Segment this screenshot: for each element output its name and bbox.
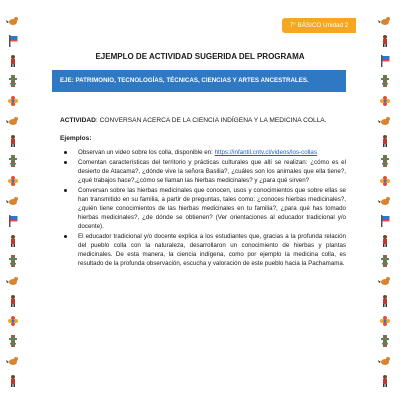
bullet-icon — [64, 235, 67, 238]
figure-icon — [6, 54, 20, 68]
flag-icon — [378, 214, 392, 228]
example-text: El educador tradicional y/o docente explica a los estudiantes que, gracias a la profunda relación del pueblo colla con la naturaleza, desarrollaron un conocimiento de hierbas y plantas medicinales. De esta manera, la ciencia indígena, como por ejemplo la medicina colla, es resultado de la profunda observación, escucha y valoración de este pueblo hacia la Pachamama. — [78, 233, 346, 267]
flag-icon — [6, 34, 20, 48]
bird-icon — [6, 274, 20, 288]
figure-icon — [6, 234, 20, 248]
example-text: Observan un video sobre los colla, disponible en: — [78, 149, 215, 156]
activity-label: ACTIVIDAD — [60, 117, 96, 124]
bird-icon — [6, 114, 20, 128]
bird-icon — [6, 14, 20, 28]
totem-icon — [378, 254, 392, 268]
activity-line — [60, 116, 350, 125]
flower-icon — [378, 174, 392, 188]
eje-banner: EJE: PATRIMONIO, TECNOLOGÍAS, TÉCNICAS, CIENCIAS Y ARTES ANCESTRALES. — [52, 70, 346, 92]
bird-icon — [6, 354, 20, 368]
totem-icon — [378, 74, 392, 88]
right-border-decoration — [378, 14, 394, 400]
figure-icon — [378, 134, 392, 148]
video-link[interactable]: https://infantil.cntv.cl/videos/los-collas — [214, 149, 317, 156]
list-item — [56, 148, 346, 157]
bird-icon — [378, 354, 392, 368]
totem-icon — [6, 74, 20, 88]
figure-icon — [6, 134, 20, 148]
flower-icon — [6, 174, 20, 188]
totem-icon — [378, 154, 392, 168]
grade-unit-tab: 7° BÁSICO Unidad 2 — [282, 18, 356, 33]
left-border-decoration — [6, 14, 22, 400]
activity-text: : CONVERSAN ACERCA DE LA CIENCIA INDÍGENA Y LA MEDICINA COLLA. — [95, 117, 327, 124]
flag-icon — [6, 214, 20, 228]
bird-icon — [378, 194, 392, 208]
totem-icon — [6, 154, 20, 168]
examples-list — [56, 148, 346, 269]
bullet-icon — [64, 151, 67, 154]
example-text: Conversan sobre las hierbas medicinales que conocen, usos y conocimientos que sobre ellas se han transmitido en su familia, a partir de preguntas, tales como: ¿conoces hierbas medicinales?,¿quién tiene conocimientos de las hierbas medicinales en tu familia?, ¿para qué has tomado hierbas medicinales?, ¿de dónde se obtienen? (Ver orientaciones al educador tradicional y/o docente). — [78, 187, 346, 230]
list-item — [56, 186, 346, 231]
flower-icon — [378, 94, 392, 108]
bird-icon — [6, 194, 20, 208]
figure-icon — [378, 374, 392, 388]
figure-icon — [6, 294, 20, 308]
totem-icon — [6, 254, 20, 268]
bullet-icon — [64, 161, 67, 164]
list-item — [56, 158, 346, 185]
flower-icon — [6, 314, 20, 328]
flag-icon — [378, 54, 392, 68]
document-title: EJEMPLO DE ACTIVIDAD SUGERIDA DEL PROGRAMA — [95, 52, 305, 61]
figure-icon — [6, 374, 20, 388]
list-item — [56, 232, 346, 268]
flower-icon — [378, 314, 392, 328]
totem-icon — [378, 334, 392, 348]
figure-icon — [378, 234, 392, 248]
example-text: Comentan características del territorio y prácticas culturales que allí se realizan: ¿cómo es el desierto de Atacama?, ¿dónde vive la señora Basilia?, ¿cuáles son los animales que ella tiene?, ¿qué trabajos hace?,¿cómo se llaman las hierbas medicinales? y ¿para qué sirven? — [78, 159, 346, 184]
bird-icon — [378, 114, 392, 128]
flower-icon — [6, 94, 20, 108]
bird-icon — [378, 14, 392, 28]
figure-icon — [378, 34, 392, 48]
figure-icon — [378, 294, 392, 308]
totem-icon — [6, 334, 20, 348]
bird-icon — [378, 274, 392, 288]
examples-heading: Ejemplos: — [60, 135, 92, 142]
bullet-icon — [64, 189, 67, 192]
